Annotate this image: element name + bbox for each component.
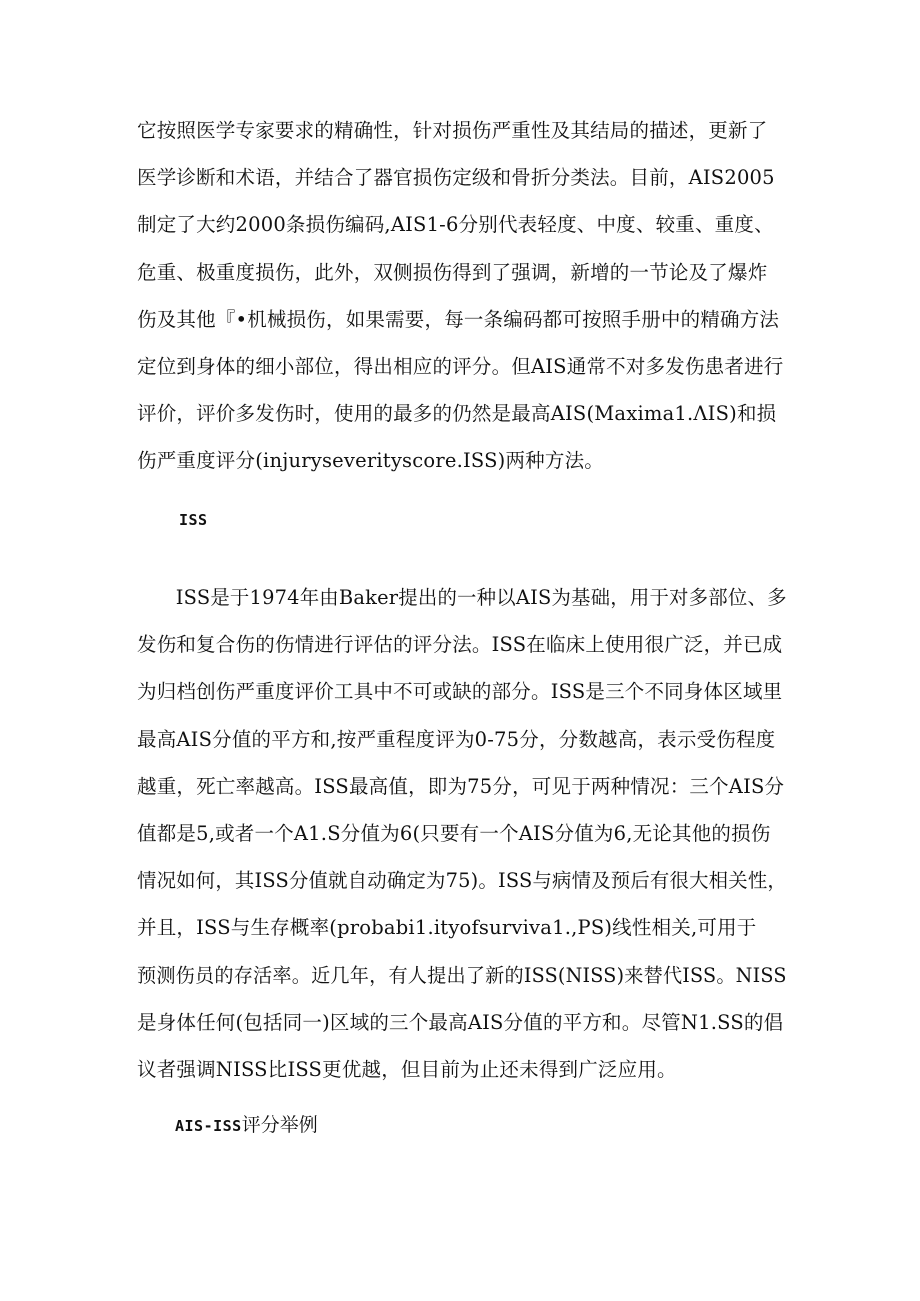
paragraph-ais-description [137,107,787,485]
heading-cjk-part: 评分举例 [241,1114,318,1136]
text-line: 是身体任何(包括同一)区域的三个最高AIS分值的平方和。尽管N1.SS的倡 [137,1010,784,1034]
text-line: 最高AIS分值的平方和,按严重程度评为0-75分，分数越高，表示受伤程度 [137,727,776,751]
text-line: 制定了大约2000条损伤编码,AIS1-6分别代表轻度、中度、较重、重度、 [137,213,774,237]
section-heading-iss: ISS [179,511,208,529]
paragraph-iss-description [137,574,787,1093]
text-line: 危重、极重度损伤，此外，双侧损伤得到了强调，新增的一节论及了爆炸 [137,260,768,284]
text-line: 越重，死亡率越高。ISS最高值，即为75分，可见于两种情况：三个AIS分 [137,774,785,798]
heading-latin-part: AIS-ISS [175,1117,242,1135]
text-line: 医学诊断和术语，并结合了器官损伤定级和骨折分类法。目前，AIS2005 [137,166,775,190]
text-line: 并且，ISS与生存概率(probabi1.ityofsurviva1.,PS)线性相关,可用于 [137,916,757,940]
text-line: 预测伤员的存活率。近几年，有人提出了新的ISS(NISS)来替代ISS。NISS [137,963,787,987]
text-line: 伤及其他『•机械损伤，如果需要，每一条编码都可按照手册中的精确方法 [137,307,780,331]
text-line: ISS是于1974年由Baker提出的一种以AIS为基础，用于对多部位、多 [175,586,787,609]
text-line: 它按照医学专家要求的精确性，针对损伤严重性及其结局的描述，更新了 [137,119,768,142]
text-line: 值都是5,或者一个A1.S分值为6(只要有一个AIS分值为6,无论其他的损伤 [137,822,771,846]
text-line: 定位到身体的细小部位，得出相应的评分。但AIS通常不对多发伤患者进行 [137,355,784,379]
section-heading-ais-iss-example [175,1110,318,1137]
text-line: 议者强调NISS比ISS更优越，但目前为止还未得到广泛应用。 [137,1058,677,1082]
text-line: 发伤和复合伤的伤情进行评估的评分法。ISS在临床上使用很广泛，并已成 [137,633,783,657]
text-line: 评价，评价多发伤时，使用的最多的仍然是最高AIS(Maxima1.ΛIS)和损 [137,402,777,426]
text-line: 情况如何，其ISS分值就自动确定为75)。ISS与病情及预后有很大相关性， [137,869,787,893]
text-line: 为归档创伤严重度评价工具中不可或缺的部分。ISS是三个不同身体区域里 [137,680,783,704]
text-line: 伤严重度评分(injuryseverityscore.ISS)两种方法。 [137,449,604,473]
